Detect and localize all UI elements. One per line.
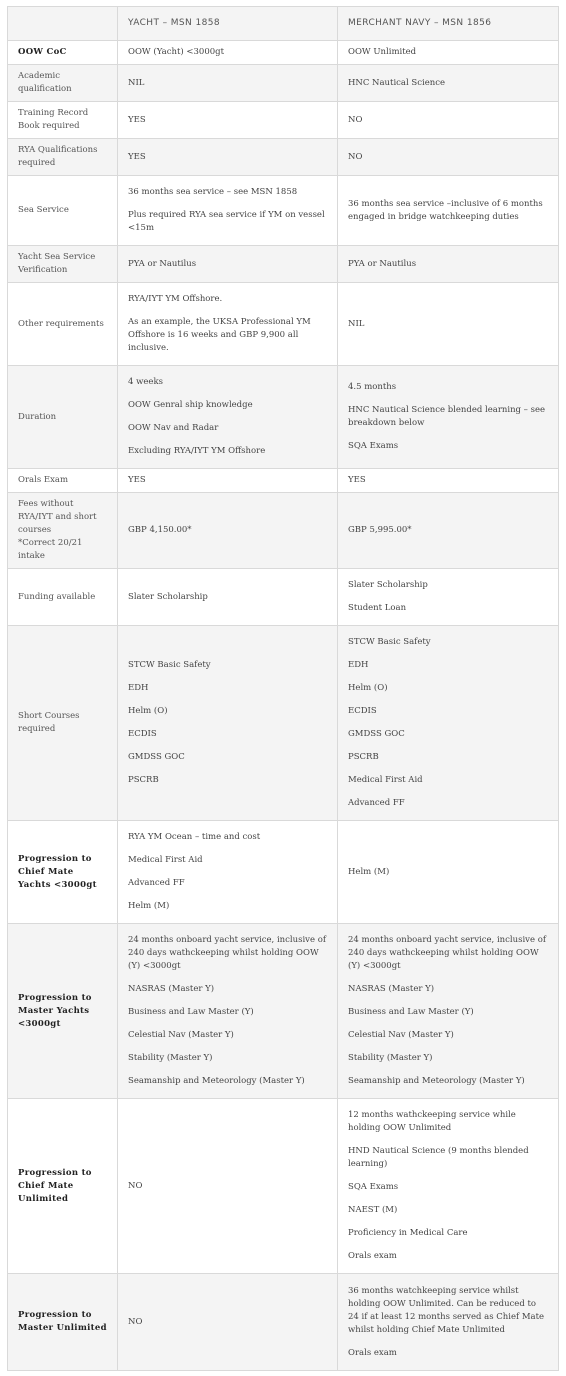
table-row: [8, 821, 559, 924]
cell-line: SQA Exams: [348, 1182, 399, 1192]
cell-line: NIL: [128, 77, 145, 88]
cell-line: NO: [348, 151, 363, 162]
cell-line: YES: [128, 114, 146, 125]
table-row: [8, 1099, 559, 1274]
header-row: [8, 7, 559, 41]
row-label: Progression to Master Unlimited: [8, 1274, 118, 1371]
cell-line: 24 months onboard yacht service, inclusive of 240 days wathckeeping whilst holding OOW (Y) <3000gt: [348, 935, 546, 971]
cell-line: EDH: [128, 683, 149, 693]
yacht-cell: [118, 924, 338, 1099]
cell-line: Business and Law Master (Y): [348, 1007, 474, 1017]
table-body: [8, 41, 559, 1371]
cell-line: Celestial Nav (Master Y): [348, 1030, 454, 1040]
cell-line: NO: [128, 1316, 143, 1327]
merchant-navy-cell: [338, 626, 559, 821]
cell-line: PYA or Nautilus: [128, 258, 197, 269]
cell-line: Advanced FF: [348, 798, 405, 808]
header-blank: [8, 7, 118, 41]
merchant-navy-cell: [338, 283, 559, 366]
cell-line: HND Nautical Science (9 months blended learning): [348, 1146, 529, 1169]
row-label: Academic qualification: [8, 65, 118, 102]
yacht-cell: [118, 102, 338, 139]
row-label: Yacht Sea Service Verification: [8, 246, 118, 283]
cell-line: OOW Genral ship knowledge: [128, 400, 253, 410]
yacht-cell: [118, 139, 338, 176]
yacht-cell: [118, 821, 338, 924]
row-label: RYA Qualifications required: [8, 139, 118, 176]
cell-line: Stability (Master Y): [128, 1053, 213, 1063]
yacht-cell: [118, 469, 338, 493]
cell-line: Advanced FF: [128, 878, 185, 888]
merchant-navy-cell: [338, 176, 559, 246]
row-label: Orals Exam: [8, 469, 118, 493]
cell-line: YES: [128, 475, 146, 485]
cell-line: 4 weeks: [128, 377, 163, 387]
cell-line: NIL: [348, 318, 365, 329]
cell-line: Orals exam: [348, 1347, 397, 1358]
cell-line: GMDSS GOC: [128, 752, 185, 762]
cell-line: Seamanship and Meteorology (Master Y): [128, 1076, 305, 1086]
yacht-cell: [118, 41, 338, 65]
cell-line: 12 months wathckeeping service while holding OOW Unlimited: [348, 1110, 516, 1133]
cell-line: PSCRB: [348, 752, 379, 762]
row-label: Duration: [8, 366, 118, 469]
merchant-navy-cell: [338, 493, 559, 569]
merchant-navy-cell: [338, 469, 559, 493]
cell-line: 36 months sea service –inclusive of 6 months engaged in bridge watchkeeping duties: [348, 198, 543, 222]
cell-line: YES: [348, 475, 366, 485]
row-label: Progression to Master Yachts <3000gt: [8, 924, 118, 1099]
row-label: Other requirements: [8, 283, 118, 366]
cell-line: Helm (M): [348, 866, 390, 877]
cell-line: RYA YM Ocean – time and cost: [128, 832, 261, 842]
table-row: [8, 102, 559, 139]
table-row: [8, 493, 559, 569]
row-label: Funding available: [8, 569, 118, 626]
cell-line: ECDIS: [128, 729, 157, 739]
table-row: [8, 41, 559, 65]
table-row: [8, 139, 559, 176]
merchant-navy-cell: [338, 65, 559, 102]
row-label: Fees without RYA/IYT and short courses *Correct 20/21 intake: [8, 493, 118, 569]
cell-line: PSCRB: [128, 775, 159, 785]
merchant-navy-cell: [338, 569, 559, 626]
table-row: [8, 283, 559, 366]
cell-line: STCW Basic Safety: [348, 637, 431, 647]
header-merchant-navy: MERCHANT NAVY – MSN 1856: [338, 7, 559, 41]
cell-line: Helm (O): [348, 683, 388, 693]
yacht-cell: [118, 176, 338, 246]
merchant-navy-cell: [338, 139, 559, 176]
table-row: [8, 246, 559, 283]
cell-line: STCW Basic Safety: [128, 660, 211, 670]
yacht-cell: [118, 65, 338, 102]
cell-line: OOW Nav and Radar: [128, 423, 219, 433]
header-yacht: YACHT – MSN 1858: [118, 7, 338, 41]
row-label: Progression to Chief Mate Unlimited: [8, 1099, 118, 1274]
cell-line: Medical First Aid: [128, 855, 203, 865]
cell-line: Excluding RYA/IYT YM Offshore: [128, 446, 266, 456]
cell-line: Medical First Aid: [348, 775, 423, 785]
cell-line: Seamanship and Meteorology (Master Y): [348, 1076, 525, 1086]
table-row: [8, 569, 559, 626]
merchant-navy-cell: [338, 246, 559, 283]
table-row: [8, 176, 559, 246]
cell-line: Proficiency in Medical Care: [348, 1228, 468, 1238]
yacht-cell: [118, 493, 338, 569]
cell-line: Celestial Nav (Master Y): [128, 1030, 234, 1040]
merchant-navy-cell: [338, 366, 559, 469]
row-label: OOW CoC: [8, 41, 118, 65]
cell-line: As an example, the UKSA Professional YM Offshore is 16 weeks and GBP 9,900 all inclusive.: [128, 317, 311, 353]
cell-line: EDH: [348, 660, 369, 670]
cell-line: Stability (Master Y): [348, 1053, 433, 1063]
cell-line: 24 months onboard yacht service, inclusive of 240 days wathckeeping whilst holding OOW (Y) <3000gt: [128, 935, 326, 971]
cell-line: YES: [128, 151, 146, 162]
cell-line: Orals exam: [348, 1251, 397, 1261]
cell-line: GBP 5,995.00*: [348, 525, 412, 535]
cell-line: 4.5 months: [348, 382, 397, 392]
comparison-table: [7, 6, 559, 1371]
table-row: [8, 65, 559, 102]
table-row: [8, 626, 559, 821]
yacht-cell: [118, 1274, 338, 1371]
cell-line: Slater Scholarship: [348, 580, 428, 590]
row-label: Sea Service: [8, 176, 118, 246]
cell-line: NASRAS (Master Y): [348, 984, 435, 994]
table-row: [8, 1274, 559, 1371]
cell-line: GBP 4,150.00*: [128, 525, 192, 535]
cell-line: HNC Nautical Science blended learning – see breakdown below: [348, 405, 546, 428]
yacht-cell: [118, 626, 338, 821]
cell-line: NO: [128, 1180, 143, 1191]
cell-line: NAEST (M): [348, 1205, 398, 1215]
yacht-cell: [118, 366, 338, 469]
cell-line: Helm (M): [128, 901, 170, 911]
merchant-navy-cell: [338, 1274, 559, 1371]
cell-line: 36 months sea service – see MSN 1858: [128, 187, 298, 197]
cell-line: NO: [348, 114, 363, 125]
table-row: [8, 469, 559, 493]
cell-line: NASRAS (Master Y): [128, 984, 215, 994]
merchant-navy-cell: [338, 41, 559, 65]
cell-line: 36 months watchkeeping service whilst holding OOW Unlimited. Can be reduced to 24 if at least 12 months served as Chief Mate whilst holding Chief Mate Unlimited: [348, 1285, 545, 1335]
merchant-navy-cell: [338, 924, 559, 1099]
table-row: [8, 924, 559, 1099]
cell-line: PYA or Nautilus: [348, 258, 417, 269]
yacht-cell: [118, 1099, 338, 1274]
merchant-navy-cell: [338, 1099, 559, 1274]
cell-line: Slater Scholarship: [128, 591, 208, 602]
cell-line: Business and Law Master (Y): [128, 1007, 254, 1017]
yacht-cell: [118, 246, 338, 283]
cell-line: ECDIS: [348, 706, 377, 716]
row-label: Training Record Book required: [8, 102, 118, 139]
yacht-cell: [118, 569, 338, 626]
cell-line: OOW Unlimited: [348, 47, 417, 57]
cell-line: Student Loan: [348, 603, 407, 613]
merchant-navy-cell: [338, 821, 559, 924]
row-label: Progression to Chief Mate Yachts <3000gt: [8, 821, 118, 924]
cell-line: GMDSS GOC: [348, 729, 405, 739]
cell-line: SQA Exams: [348, 441, 399, 451]
cell-line: Plus required RYA sea service if YM on vessel <15m: [128, 210, 325, 233]
merchant-navy-cell: [338, 102, 559, 139]
yacht-cell: [118, 283, 338, 366]
row-label: Short Courses required: [8, 626, 118, 821]
table-row: [8, 366, 559, 469]
cell-line: OOW (Yacht) <3000gt: [128, 47, 224, 57]
cell-line: Helm (O): [128, 706, 168, 716]
cell-line: HNC Nautical Science: [348, 77, 446, 88]
cell-line: RYA/IYT YM Offshore.: [128, 294, 223, 304]
